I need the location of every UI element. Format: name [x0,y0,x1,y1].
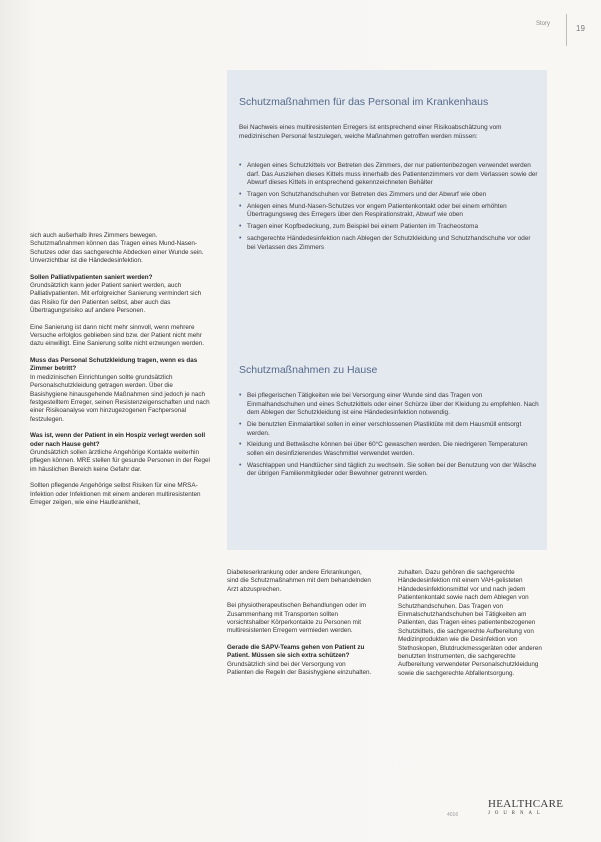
paragraph: Sollten pflegende Angehörige selbst Risiken für eine MRSA-Infektion oder Infektionen mit einem anderen multiresistenten Erreger zeigen, wie eine Hautkrankheit, [30,482,201,506]
list-item [239,235,539,252]
list-item-text: Tragen einer Kopfbedeckung, zum Beispiel bei einem Patienten im Tracheostoma [247,223,479,231]
list-item-text: Kleidung und Bettwäsche können bei über 60°C gewaschen werden. Die niedrigeren Temperaturen sollen ein desinfizierendes Waschmittel verwendet werden. [247,441,528,457]
box-title-personal: Schutzmaßnahmen für das Personal im Krankenhaus [239,96,489,108]
list-item-text: Anlegen eines Mund-Nasen-Schutzes vor engem Patientenkontakt oder bei einem erhöhten Übertragungsweg des Erregers über den Respirationstrakt, Abwurf wie oben [247,202,507,219]
home-measures-list [239,392,539,482]
list-item-text: sachgerechte Händedesinfektion nach Ablegen der Schutzkleidung und Schutzhandschuhe vor oder bei Verlassen des Zimmers [247,234,531,251]
bullet-icon: • [239,441,242,449]
paragraph: Grundsätzlich kann jeder Patient saniert werden, auch Palliativpatienten. Mit erfolgreicher Sanierung vermindert sich das Risiko für den Patienten selbst, aber auch das Übertragungsrisiko auf andere Personen. [30,282,202,315]
info-box [227,70,547,550]
paragraph: Diabeteserkrankung oder andere Erkrankungen, sind die Schutzmaßnahmen mit dem behandelnden Arzt abzusprechen. [227,569,371,593]
text-column-right [398,569,548,686]
list-item-text: Tragen von Schutzhandschuhen vor Betreten des Zimmers und der Abwurf wie oben [247,190,487,198]
logo-line2: JOURNAL [488,811,545,816]
paragraph: Eine Sanierung ist dann nicht mehr sinnvoll, wenn mehrere Versuche erfolglos geblieben sind bzw. der Patient nicht mehr dazu einwilligt. Eine Sanierung sollte nicht erzwungen werden. [30,323,204,348]
list-item-text: Anlegen eines Schutzkittels vor Betreten des Zimmers, der nur patientenbezogen verwendet werden darf. Das Ausziehen dieses Kittels muss innerhalb des Patientenzimmers vor dem Verlassen sowie der Abwurf dieses Kittels in entsprechend gekennzeichneten Behälter [247,162,538,187]
list-item-text: Bei pflegerischen Tätigkeiten wie bei Versorgung einer Wunde sind das Tragen von Einmalhandschuhen und eines Schutzkittels oder einer Schürze über der Kleidung zu empfehlen. Nach dem Ablegen der Schutzkleidung ist eine Händedesinfektion notwendig. [247,392,539,417]
journal-logo [488,798,563,816]
list-item [239,392,539,418]
header-page-number: 19 [576,24,585,33]
bullet-icon: • [239,420,242,428]
bullet-icon: • [239,234,242,242]
paragraph: Bei physiotherapeutischen Behandlungen oder im Zusammenhang mit Transporten sollten vorsichtshalber Körperkontakte zu Personen mit multiresistenten Erregern vermieden werden. [227,602,366,635]
logo-line1: HEALTHCARE [488,798,564,810]
header-section: Story [536,21,551,27]
list-item [239,441,539,458]
bullet-icon: • [239,202,242,210]
bullet-icon: • [239,162,242,169]
box-intro: Bei Nachweis eines multiresistenten Erregers ist entsprechend einer Risikoabschätzung vom medizinischen Personal festzulegen, welche Maßnahmen getroffen werden müssen: [239,124,502,140]
paragraph: Grundsätzlich sind bei der Versorgung von Patienten die Regeln der Basishygiene einzuhalten. [227,660,372,677]
question-heading: Was ist, wenn der Patient in ein Hospiz verlegt werden soll oder nach Hause geht? [30,432,206,448]
box-title-home: Schutzmaßnahmen zu Hause [239,364,378,376]
list-item [239,191,539,200]
paragraph: Grundsätzlich sollen ärztliche Angehörige Kontakte weiterhin pflegen können. MRE stellen für gesunde Personen in der Regel im häuslichen Bereich keine Gefahr dar. [30,448,210,473]
question-heading: Muss das Personal Schutzkleidung tragen, wenn es das Zimmer betritt? [30,356,198,373]
text-column-middle [227,569,373,685]
question-heading: Gerade die SAPV-Teams gehen von Patient zu Patient. Müssen sie sich extra schützen? [227,643,365,660]
bullet-icon: • [239,223,242,231]
bullet-icon: • [239,392,242,399]
list-item [239,421,539,438]
question-heading: Sollen Palliativpatienten saniert werden? [30,273,153,281]
list-item-text: Die benutzten Einmalartikel sollen in einer verschlossenen Plastiktüte mit dem Hausmüll entsorgt werden. [247,420,522,437]
list-item [239,462,539,479]
header-rule [566,14,567,46]
list-item [239,203,539,220]
footer-page-code: 4016 [447,812,459,818]
bullet-icon: • [239,190,242,198]
bullet-icon: • [239,461,242,469]
text-column-left [30,232,212,515]
paragraph: sich auch außerhalb ihres Zimmers bewegen. Schutzmaßnahmen können das Tragen eines Mund-Nasen-Schutzes oder das sachgerechte Abdecken einer Wunde sein. Unverzichtbar ist die Händedesinfektion. [30,232,204,265]
list-item [239,223,539,232]
paragraph: zuhalten. Dazu gehören die sachgerechte Händedesinfektion mit einem VAH-gelisteten Händedesinfektionsmittel vor und nach jedem Patientenkontakt sowie nach dem Ablegen von Schutzhandschuhen. Das Tragen von Einmalschutzhandschuhen bei Tätigkeiten am Patienten, das Tragen eines patientenbezogenen Schutzkittels, die sachgerechte Aufbereitung von Medizinprodukten wie die Desinfektion von Stethoskopen, Blutdruckmessgeräten oder anderen benutzten Instrumenten, die sachgerechte Aufbereitung verwendeter Personalschutzkleidung sowie die sachgerechte Abfallentsorgung. [398,569,542,677]
paragraph: In medizinischen Einrichtungen sollte grundsätzlich Personalschutzkleidung getragen werden. Über die Basishygiene hinausgehende Maßnahmen sind jedoch je nach festgestelltem Erreger, seinen Resistenzeigenschaften und nach einer Risikoanalyse vom hinzugezogenen Fachpersonal festzulegen. [30,373,210,423]
list-item-text: Waschlappen und Handtücher sind täglich zu wechseln. Sie sollen bei der Benutzung von der Wäsche der übrigen Familienmitglieder oder Bewohner getrennt werden. [247,461,537,478]
list-item [239,162,539,188]
personal-measures-list [239,162,539,255]
